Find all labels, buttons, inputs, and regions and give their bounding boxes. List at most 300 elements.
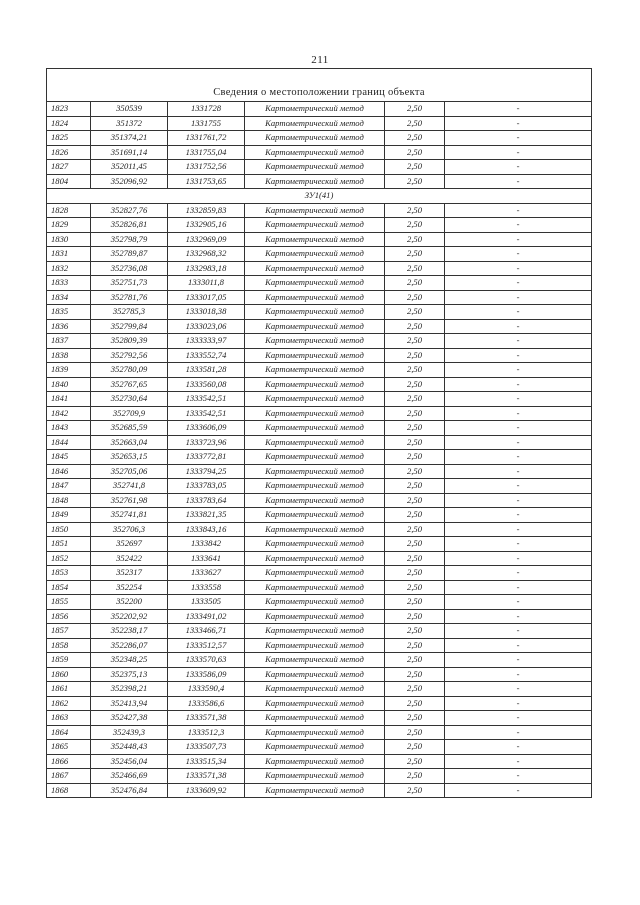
table-row	[47, 406, 592, 421]
point-number: 1862	[47, 696, 91, 711]
accuracy-cell: 2,50	[385, 276, 445, 291]
description-cell: -	[445, 595, 592, 610]
coordinate-x: 352254	[91, 580, 168, 595]
coordinate-x: 352730,64	[91, 392, 168, 407]
coordinate-y: 1333627	[168, 566, 245, 581]
point-number: 1846	[47, 464, 91, 479]
point-number: 1830	[47, 232, 91, 247]
coordinate-x: 352348,25	[91, 653, 168, 668]
method-cell: Картометрический метод	[245, 493, 385, 508]
accuracy-cell: 2,50	[385, 769, 445, 784]
coordinate-x: 352422	[91, 551, 168, 566]
table-row	[47, 145, 592, 160]
point-number: 1838	[47, 348, 91, 363]
table-row	[47, 696, 592, 711]
method-cell: Картометрический метод	[245, 174, 385, 189]
description-cell: -	[445, 493, 592, 508]
method-cell: Картометрический метод	[245, 522, 385, 537]
description-cell: -	[445, 682, 592, 697]
coordinate-x: 352096,92	[91, 174, 168, 189]
table-row	[47, 421, 592, 436]
table-row	[47, 566, 592, 581]
point-number: 1840	[47, 377, 91, 392]
coordinate-x: 352780,09	[91, 363, 168, 378]
point-number: 1866	[47, 754, 91, 769]
coordinate-y: 1333558	[168, 580, 245, 595]
coordinate-y: 1333723,96	[168, 435, 245, 450]
description-cell: -	[445, 537, 592, 552]
description-cell: -	[445, 479, 592, 494]
coordinate-x: 352375,13	[91, 667, 168, 682]
point-number: 1848	[47, 493, 91, 508]
coordinate-y: 1333507,73	[168, 740, 245, 755]
description-cell: -	[445, 464, 592, 479]
table-row	[47, 319, 592, 334]
table-row	[47, 392, 592, 407]
table-row	[47, 348, 592, 363]
accuracy-cell: 2,50	[385, 682, 445, 697]
description-cell: -	[445, 392, 592, 407]
coordinate-x: 352413,94	[91, 696, 168, 711]
point-number: 1850	[47, 522, 91, 537]
coordinate-x: 352238,17	[91, 624, 168, 639]
accuracy-cell: 2,50	[385, 131, 445, 146]
coordinate-y: 1331728	[168, 102, 245, 117]
point-number: 1849	[47, 508, 91, 523]
method-cell: Картометрический метод	[245, 508, 385, 523]
accuracy-cell: 2,50	[385, 160, 445, 175]
point-number: 1868	[47, 783, 91, 798]
description-cell: -	[445, 566, 592, 581]
accuracy-cell: 2,50	[385, 174, 445, 189]
coordinate-y: 1333505	[168, 595, 245, 610]
method-cell: Картометрический метод	[245, 276, 385, 291]
accuracy-cell: 2,50	[385, 696, 445, 711]
method-cell: Картометрический метод	[245, 261, 385, 276]
coordinate-x: 352706,3	[91, 522, 168, 537]
point-number: 1865	[47, 740, 91, 755]
accuracy-cell: 2,50	[385, 522, 445, 537]
accuracy-cell: 2,50	[385, 653, 445, 668]
point-number: 1834	[47, 290, 91, 305]
point-number: 1860	[47, 667, 91, 682]
accuracy-cell: 2,50	[385, 638, 445, 653]
accuracy-cell: 2,50	[385, 609, 445, 624]
table-row	[47, 783, 592, 798]
point-number: 1857	[47, 624, 91, 639]
coordinate-y: 1332969,09	[168, 232, 245, 247]
table-row	[47, 580, 592, 595]
accuracy-cell: 2,50	[385, 725, 445, 740]
coordinate-x: 352761,98	[91, 493, 168, 508]
table-row	[47, 638, 592, 653]
coordinate-y: 1332983,18	[168, 261, 245, 276]
coordinate-y: 1333842	[168, 537, 245, 552]
table-row	[47, 305, 592, 320]
method-cell: Картометрический метод	[245, 609, 385, 624]
method-cell: Картометрический метод	[245, 392, 385, 407]
description-cell: -	[445, 653, 592, 668]
description-cell: -	[445, 769, 592, 784]
coordinate-x: 352653,15	[91, 450, 168, 465]
coordinate-y: 1333491,02	[168, 609, 245, 624]
point-number: 1836	[47, 319, 91, 334]
coordinate-y: 1333571,38	[168, 711, 245, 726]
coordinate-y: 1333512,3	[168, 725, 245, 740]
method-cell: Картометрический метод	[245, 783, 385, 798]
description-cell: -	[445, 319, 592, 334]
accuracy-cell: 2,50	[385, 783, 445, 798]
method-cell: Картометрический метод	[245, 479, 385, 494]
method-cell: Картометрический метод	[245, 377, 385, 392]
method-cell: Картометрический метод	[245, 247, 385, 262]
point-number: 1854	[47, 580, 91, 595]
boundary-coordinates-table	[46, 68, 592, 798]
coordinate-y: 1333783,05	[168, 479, 245, 494]
table-row	[47, 464, 592, 479]
description-cell: -	[445, 551, 592, 566]
accuracy-cell: 2,50	[385, 290, 445, 305]
coordinate-x: 352448,43	[91, 740, 168, 755]
accuracy-cell: 2,50	[385, 740, 445, 755]
method-cell: Картометрический метод	[245, 725, 385, 740]
table-row	[47, 754, 592, 769]
accuracy-cell: 2,50	[385, 102, 445, 117]
point-number: 1823	[47, 102, 91, 117]
accuracy-cell: 2,50	[385, 493, 445, 508]
method-cell: Картометрический метод	[245, 653, 385, 668]
coordinate-y: 1333011,8	[168, 276, 245, 291]
coordinate-x: 352751,73	[91, 276, 168, 291]
accuracy-cell: 2,50	[385, 464, 445, 479]
description-cell: -	[445, 203, 592, 218]
method-cell: Картометрический метод	[245, 711, 385, 726]
coordinate-x: 352781,76	[91, 290, 168, 305]
description-cell: -	[445, 580, 592, 595]
method-cell: Картометрический метод	[245, 682, 385, 697]
accuracy-cell: 2,50	[385, 232, 445, 247]
method-cell: Картометрический метод	[245, 290, 385, 305]
method-cell: Картометрический метод	[245, 769, 385, 784]
description-cell: -	[445, 232, 592, 247]
coordinate-y: 1333843,16	[168, 522, 245, 537]
table-row	[47, 174, 592, 189]
coordinate-x: 352685,59	[91, 421, 168, 436]
coordinate-x: 351374,21	[91, 131, 168, 146]
method-cell: Картометрический метод	[245, 160, 385, 175]
coordinate-x: 352398,21	[91, 682, 168, 697]
accuracy-cell: 2,50	[385, 334, 445, 349]
point-number: 1829	[47, 218, 91, 233]
table-row	[47, 667, 592, 682]
accuracy-cell: 2,50	[385, 580, 445, 595]
description-cell: -	[445, 377, 592, 392]
method-cell: Картометрический метод	[245, 537, 385, 552]
table-row	[47, 160, 592, 175]
table-row	[47, 551, 592, 566]
table-row	[47, 102, 592, 117]
coordinate-x: 352476,84	[91, 783, 168, 798]
method-cell: Картометрический метод	[245, 421, 385, 436]
table-row	[47, 769, 592, 784]
coordinate-y: 1333018,38	[168, 305, 245, 320]
table-row	[47, 595, 592, 610]
point-number: 1841	[47, 392, 91, 407]
coordinate-x: 352741,81	[91, 508, 168, 523]
accuracy-cell: 2,50	[385, 537, 445, 552]
coordinate-y: 1333783,64	[168, 493, 245, 508]
table-row	[47, 711, 592, 726]
coordinate-y: 1332968,32	[168, 247, 245, 262]
accuracy-cell: 2,50	[385, 392, 445, 407]
description-cell: -	[445, 725, 592, 740]
coordinate-x: 350539	[91, 102, 168, 117]
accuracy-cell: 2,50	[385, 218, 445, 233]
accuracy-cell: 2,50	[385, 435, 445, 450]
accuracy-cell: 2,50	[385, 377, 445, 392]
coordinate-y: 1333570,63	[168, 653, 245, 668]
table-row	[47, 218, 592, 233]
table-row	[47, 740, 592, 755]
table-row	[47, 493, 592, 508]
description-cell: -	[445, 638, 592, 653]
method-cell: Картометрический метод	[245, 102, 385, 117]
description-cell: -	[445, 754, 592, 769]
table-row	[47, 116, 592, 131]
coordinate-y: 1333581,28	[168, 363, 245, 378]
point-number: 1859	[47, 653, 91, 668]
method-cell: Картометрический метод	[245, 348, 385, 363]
coordinate-x: 352798,79	[91, 232, 168, 247]
point-number: 1843	[47, 421, 91, 436]
page-number: 211	[311, 54, 329, 66]
description-cell: -	[445, 696, 592, 711]
point-number: 1845	[47, 450, 91, 465]
coordinate-y: 1333571,38	[168, 769, 245, 784]
method-cell: Картометрический метод	[245, 464, 385, 479]
coordinate-x: 352736,08	[91, 261, 168, 276]
table-row	[47, 682, 592, 697]
coordinate-y: 1333821,35	[168, 508, 245, 523]
accuracy-cell: 2,50	[385, 305, 445, 320]
point-number: 1852	[47, 551, 91, 566]
description-cell: -	[445, 421, 592, 436]
point-number: 1856	[47, 609, 91, 624]
accuracy-cell: 2,50	[385, 363, 445, 378]
coordinate-x: 352809,39	[91, 334, 168, 349]
description-cell: -	[445, 740, 592, 755]
coordinate-y: 1331761,72	[168, 131, 245, 146]
description-cell: -	[445, 363, 592, 378]
coordinate-x: 352317	[91, 566, 168, 581]
point-number: 1827	[47, 160, 91, 175]
table-row	[47, 522, 592, 537]
coordinate-y: 1333515,34	[168, 754, 245, 769]
description-cell: -	[445, 348, 592, 363]
description-cell: -	[445, 102, 592, 117]
coordinate-y: 1333017,05	[168, 290, 245, 305]
method-cell: Картометрический метод	[245, 435, 385, 450]
table-row	[47, 261, 592, 276]
description-cell: -	[445, 261, 592, 276]
point-number: 1825	[47, 131, 91, 146]
description-cell: -	[445, 247, 592, 262]
point-number: 1833	[47, 276, 91, 291]
point-number: 1867	[47, 769, 91, 784]
coordinate-y: 1331753,65	[168, 174, 245, 189]
coordinate-y: 1333609,92	[168, 783, 245, 798]
method-cell: Картометрический метод	[245, 667, 385, 682]
accuracy-cell: 2,50	[385, 203, 445, 218]
accuracy-cell: 2,50	[385, 551, 445, 566]
method-cell: Картометрический метод	[245, 319, 385, 334]
coordinate-y: 1333512,57	[168, 638, 245, 653]
description-cell: -	[445, 406, 592, 421]
coordinate-y: 1333794,25	[168, 464, 245, 479]
section-label: ЗУ1(41)	[47, 189, 592, 204]
coordinate-y: 1333333,97	[168, 334, 245, 349]
coordinate-x: 352466,69	[91, 769, 168, 784]
accuracy-cell: 2,50	[385, 319, 445, 334]
point-number: 1826	[47, 145, 91, 160]
point-number: 1858	[47, 638, 91, 653]
description-cell: -	[445, 435, 592, 450]
coordinate-x: 352200	[91, 595, 168, 610]
description-cell: -	[445, 609, 592, 624]
method-cell: Картометрический метод	[245, 740, 385, 755]
table-row	[47, 334, 592, 349]
table-row	[47, 609, 592, 624]
coordinate-x: 352827,76	[91, 203, 168, 218]
coordinate-x: 352286,07	[91, 638, 168, 653]
coordinate-y: 1332905,16	[168, 218, 245, 233]
point-number: 1864	[47, 725, 91, 740]
accuracy-cell: 2,50	[385, 711, 445, 726]
coordinate-x: 352456,04	[91, 754, 168, 769]
description-cell: -	[445, 160, 592, 175]
accuracy-cell: 2,50	[385, 754, 445, 769]
accuracy-cell: 2,50	[385, 406, 445, 421]
coordinate-x: 352709,9	[91, 406, 168, 421]
coordinate-x: 352705,06	[91, 464, 168, 479]
coordinate-y: 1333641	[168, 551, 245, 566]
table-row	[47, 508, 592, 523]
table-row	[47, 247, 592, 262]
table-row	[47, 377, 592, 392]
method-cell: Картометрический метод	[245, 624, 385, 639]
description-cell: -	[445, 624, 592, 639]
point-number: 1824	[47, 116, 91, 131]
accuracy-cell: 2,50	[385, 566, 445, 581]
coordinate-y: 1333772,81	[168, 450, 245, 465]
coordinate-y: 1332859,83	[168, 203, 245, 218]
method-cell: Картометрический метод	[245, 696, 385, 711]
coordinate-x: 352826,81	[91, 218, 168, 233]
point-number: 1839	[47, 363, 91, 378]
coordinate-y: 1333590,4	[168, 682, 245, 697]
coordinate-y: 1333542,51	[168, 392, 245, 407]
table-row	[47, 435, 592, 450]
method-cell: Картометрический метод	[245, 218, 385, 233]
table-row	[47, 537, 592, 552]
table-row	[47, 290, 592, 305]
description-cell: -	[445, 131, 592, 146]
method-cell: Картометрический метод	[245, 595, 385, 610]
coordinate-y: 1331755	[168, 116, 245, 131]
coordinate-x: 352792,56	[91, 348, 168, 363]
description-cell: -	[445, 522, 592, 537]
accuracy-cell: 2,50	[385, 667, 445, 682]
method-cell: Картометрический метод	[245, 450, 385, 465]
coordinate-x: 352663,04	[91, 435, 168, 450]
description-cell: -	[445, 116, 592, 131]
coordinate-x: 351691,14	[91, 145, 168, 160]
description-cell: -	[445, 305, 592, 320]
coordinate-y: 1333023,06	[168, 319, 245, 334]
table-row	[47, 653, 592, 668]
coordinate-x: 352741,8	[91, 479, 168, 494]
description-cell: -	[445, 276, 592, 291]
point-number: 1861	[47, 682, 91, 697]
description-cell: -	[445, 290, 592, 305]
coordinate-x: 351372	[91, 116, 168, 131]
table-row	[47, 479, 592, 494]
point-number: 1851	[47, 537, 91, 552]
coordinate-y: 1333586,09	[168, 667, 245, 682]
coordinate-y: 1333586,6	[168, 696, 245, 711]
coordinate-y: 1333606,09	[168, 421, 245, 436]
coordinate-x: 352011,45	[91, 160, 168, 175]
coordinate-x: 352439,3	[91, 725, 168, 740]
point-number: 1828	[47, 203, 91, 218]
table-row	[47, 624, 592, 639]
point-number: 1832	[47, 261, 91, 276]
accuracy-cell: 2,50	[385, 247, 445, 262]
description-cell: -	[445, 334, 592, 349]
method-cell: Картометрический метод	[245, 145, 385, 160]
table-row	[47, 131, 592, 146]
coordinate-y: 1333542,51	[168, 406, 245, 421]
point-number: 1853	[47, 566, 91, 581]
point-number: 1847	[47, 479, 91, 494]
method-cell: Картометрический метод	[245, 566, 385, 581]
coordinate-x: 352427,38	[91, 711, 168, 726]
accuracy-cell: 2,50	[385, 595, 445, 610]
section-row	[47, 189, 592, 204]
point-number: 1804	[47, 174, 91, 189]
coordinate-x: 352697	[91, 537, 168, 552]
coordinate-y: 1331752,56	[168, 160, 245, 175]
coordinate-x: 352202,92	[91, 609, 168, 624]
description-cell: -	[445, 145, 592, 160]
table-row	[47, 203, 592, 218]
point-number: 1831	[47, 247, 91, 262]
point-number: 1837	[47, 334, 91, 349]
accuracy-cell: 2,50	[385, 116, 445, 131]
table-row	[47, 363, 592, 378]
point-number: 1855	[47, 595, 91, 610]
description-cell: -	[445, 711, 592, 726]
point-number: 1842	[47, 406, 91, 421]
description-cell: -	[445, 508, 592, 523]
coordinate-x: 352785,3	[91, 305, 168, 320]
point-number: 1863	[47, 711, 91, 726]
accuracy-cell: 2,50	[385, 450, 445, 465]
table-row	[47, 232, 592, 247]
point-number: 1844	[47, 435, 91, 450]
description-cell: -	[445, 174, 592, 189]
method-cell: Картометрический метод	[245, 638, 385, 653]
